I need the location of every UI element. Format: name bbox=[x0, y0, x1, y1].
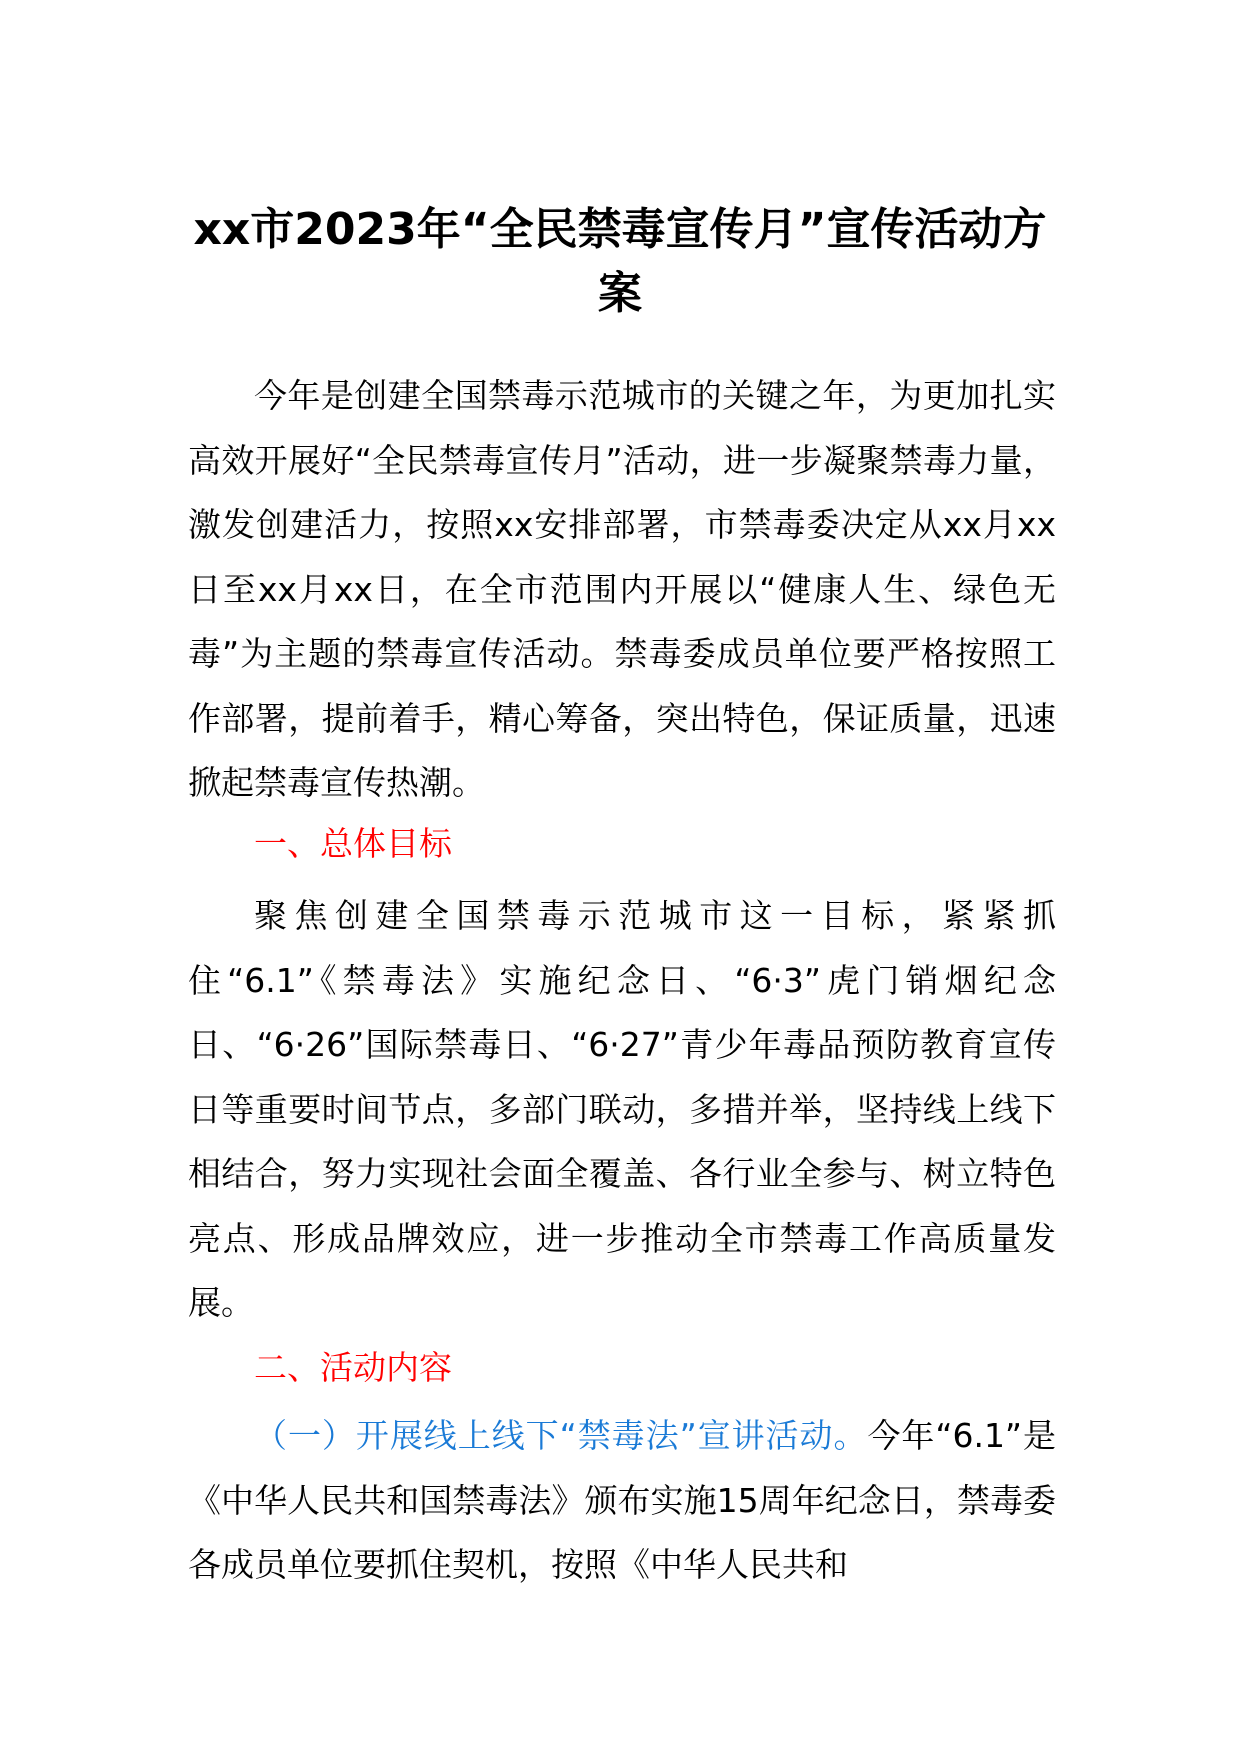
intro-paragraph: 今年是创建全国禁毒示范城市的关键之年，为更加扎实高效开展好“全民禁毒宣传月”活动，进一步凝聚禁毒力量，激发创建活力，按照xx安排部署，市禁毒委决定从xx月xx日至xx月xx日，在全市范围内开展以“健康人生、绿色无毒”为主题的禁毒宣传活动。禁毒委成员单位要严格按照工作部署，提前着手，精心筹备，突出特色，保证质量，迅速掀起禁毒宣传热潮。 bbox=[188, 376, 1056, 802]
activity-paragraph-text: 今年“6.1”是《中华人民共和国禁毒法》颁布实施15周年纪念日，禁毒委各成员单位要抓住契机，按照《中华人民共和 bbox=[188, 1416, 1056, 1584]
activity-paragraph bbox=[188, 1404, 1056, 1598]
section-heading-goals: 一、总体目标 bbox=[254, 824, 452, 863]
document-title: xx市2023年“全民禁毒宣传月”宣传活动方案 bbox=[193, 204, 1047, 319]
activity-subheading: （一）开展线上线下“禁毒法”宣讲活动。 bbox=[254, 1416, 868, 1455]
goals-paragraph: 聚焦创建全国禁毒示范城市这一目标，紧紧抓住“6.1”《禁毒法》实施纪念日、“6·3”虎门销烟纪念日、“6·26”国际禁毒日、“6·27”青少年毒品预防教育宣传日等重要时间节点，多部门联动，多措并举，坚持线上线下相结合，努力实现社会面全覆盖、各行业全参与、树立特色亮点、形成品牌效应，进一步推动全市禁毒工作高质量发展。 bbox=[188, 896, 1056, 1322]
section-heading-activities: 二、活动内容 bbox=[254, 1348, 452, 1387]
